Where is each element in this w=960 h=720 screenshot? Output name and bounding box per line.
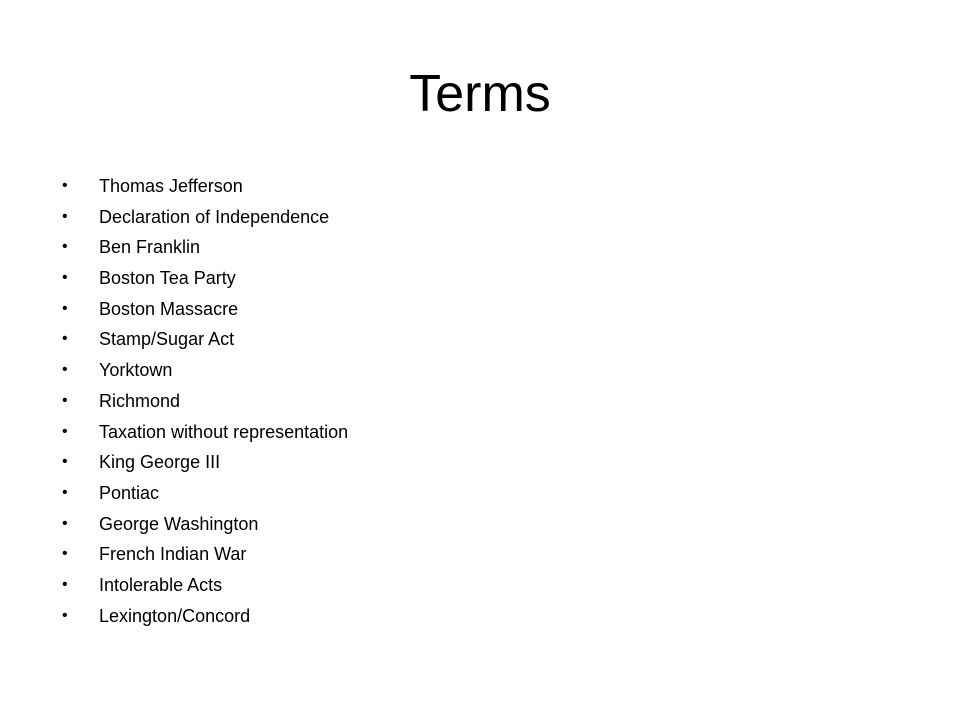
list-item — [62, 171, 348, 202]
bullet-icon: • — [62, 545, 68, 563]
list-item-label: Stamp/Sugar Act — [99, 329, 235, 350]
list-item — [62, 202, 348, 233]
bullet-icon: • — [62, 453, 68, 471]
list-item-label: French Indian War — [99, 544, 247, 565]
list-item-label: Declaration of Independence — [99, 206, 330, 227]
bullet-icon: • — [62, 269, 68, 287]
bullet-icon: • — [62, 299, 68, 317]
bullet-icon: • — [62, 238, 68, 256]
list-item — [62, 478, 348, 509]
bullet-icon: • — [62, 330, 68, 348]
bullet-icon: • — [62, 483, 68, 501]
list-item-label: Taxation without representation — [99, 421, 349, 442]
list-item — [62, 355, 348, 386]
list-item-label: Richmond — [99, 390, 181, 411]
terms-list — [62, 171, 348, 631]
list-item — [62, 232, 348, 263]
list-item — [62, 509, 348, 540]
list-item — [62, 570, 348, 601]
bullet-icon: • — [62, 207, 68, 225]
list-item — [62, 263, 348, 294]
list-item — [62, 539, 348, 570]
list-item — [62, 324, 348, 355]
list-item-label: King George III — [99, 452, 221, 473]
list-item-label: George Washington — [99, 513, 259, 534]
bullet-icon: • — [62, 422, 68, 440]
list-item-label: Intolerable Acts — [99, 574, 223, 595]
list-item-label: Yorktown — [99, 360, 173, 381]
bullet-icon: • — [62, 606, 68, 624]
list-item — [62, 447, 348, 478]
list-item-label: Ben Franklin — [99, 237, 201, 258]
bullet-icon: • — [62, 575, 68, 593]
bullet-icon: • — [62, 177, 68, 194]
list-item — [62, 601, 348, 632]
list-item — [62, 294, 348, 325]
bullet-icon: • — [62, 361, 68, 379]
list-item-label: Boston Tea Party — [99, 268, 236, 289]
bullet-icon: • — [62, 514, 68, 532]
list-item — [62, 386, 348, 417]
list-item-label: Thomas Jefferson — [99, 176, 243, 196]
slide-title: Terms — [409, 65, 551, 123]
list-item-label: Pontiac — [99, 482, 160, 503]
list-item-label: Boston Massacre — [99, 298, 239, 319]
list-item — [62, 417, 348, 448]
list-item-label: Lexington/Concord — [99, 605, 251, 626]
bullet-icon: • — [62, 391, 68, 409]
